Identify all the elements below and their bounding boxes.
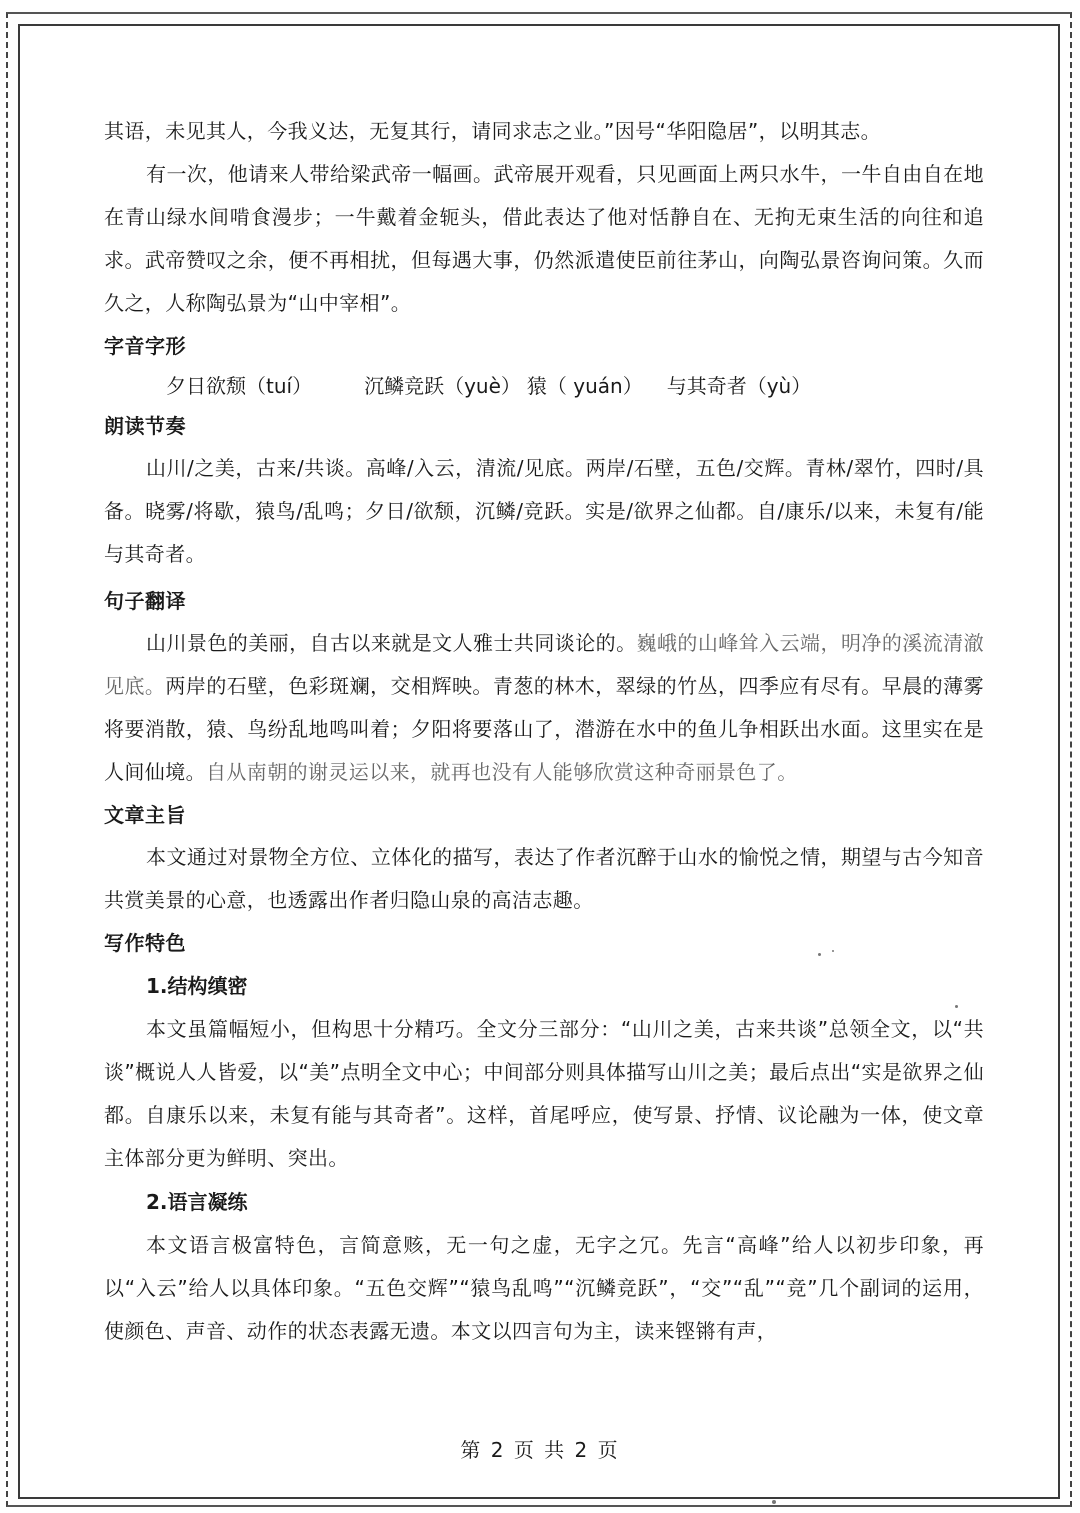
translation-sentence: 两岸的石壁，色彩斑斓，交相辉映。青葱的林木，翠绿的竹丛，四季应有尽有。早晨的薄雾将要消散，猿、鸟纷乱地鸣叫着；夕阳将要落山了，潜游在水中的鱼儿争相跃出水面。这里实在是人间仙境。 (104, 674, 985, 784)
scan-speck (818, 953, 821, 956)
feature-language-title: 2.语言凝练 (146, 1190, 248, 1214)
pronunciation-list (104, 367, 984, 405)
page-number-footer: 第 2 页 共 2 页 (460, 1438, 620, 1462)
pronunciation-item: 沉鳞竞跃（yuè） (364, 374, 521, 398)
scan-speck (955, 1005, 958, 1008)
translation-heading: 句子翻译 (104, 589, 186, 613)
intro-paragraph-story: 有一次，他请来人带给梁武帝一幅画。武帝展开观看，只见画面上两只水牛，一牛自由自在地在青山绿水间啃食漫步；一牛戴着金轭头，借此表达了他对恬静自在、无拘无束生活的向往和追求。武帝赞叹之余，便不再相扰，但每遇大事，仍然派遣使臣前往茅山，向陶弘景咨询问策。久而久之，人称陶弘景为“山中宰相”。 (104, 162, 984, 315)
pronunciation-item: 猿（ yuán） (526, 374, 643, 398)
pronunciation-item: 夕日欲颓（tuí） (166, 374, 313, 398)
scan-speck (832, 950, 834, 952)
translation-sentence: 自从南朝的谢灵运以来，就再也没有人能够欣赏这种奇丽景色了。 (206, 760, 798, 784)
translation-sentence: 山川景色的美丽，自古以来就是文人雅士共同谈论的。 (146, 631, 637, 655)
translation-text (104, 622, 984, 794)
rhythm-heading: 朗读节奏 (104, 414, 186, 438)
theme-text: 本文通过对景物全方位、立体化的描写，表达了作者沉醉于山水的愉悦之情，期望与古今知音共赏美景的心意，也透露出作者归隐山泉的高洁志趣。 (104, 845, 984, 912)
theme-heading: 文章主旨 (104, 803, 186, 827)
feature-language-text: 本文语言极富特色，言简意赅，无一句之虚，无字之冗。先言“高峰”给人以初步印象，再以“入云”给人以具体印象。“五色交辉”“猿鸟乱鸣”“沉鳞竞跃”，“交”“乱”“竞”几个副词的运用，使颜色、声音、动作的状态表露无遗。本文以四言句为主，读来铿锵有声， (104, 1233, 984, 1343)
feature-structure-text: 本文虽篇幅短小，但构思十分精巧。全文分三部分：“山川之美，古来共谈”总领全文，以“共谈”概说人人皆爱，以“美”点明全文中心；中间部分则具体描写山川之美；最后点出“实是欲界之仙都。自康乐以来，未复有能与其奇者”。这样，首尾呼应，使写景、抒情、议论融为一体，使文章主体部分更为鲜明、突出。 (104, 1017, 984, 1170)
pronunciation-heading: 字音字形 (104, 334, 186, 358)
features-heading: 写作特色 (104, 931, 186, 955)
scan-speck (772, 1500, 776, 1504)
translation-sentence: 巍峨的山峰耸入云端，明净的溪流清澈见底。 (104, 631, 984, 698)
feature-structure-title: 1.结构缜密 (146, 974, 248, 998)
document-page (104, 110, 984, 1353)
intro-paragraph-continued: 其语，未见其人，今我义达，无复其行，请同求志之业。”因号“华阳隐居”，以明其志。 (104, 119, 882, 143)
rhythm-text: 山川/之美，古来/共谈。高峰/入云，清流/见底。两岸/石壁，五色/交辉。青林/翠竹，四时/具备。晓雾/将歇，猿鸟/乱鸣；夕日/欲颓，沉鳞/竞跃。实是/欲界之仙都。自/康乐/以来，未复有/能与其奇者。 (104, 456, 984, 566)
pronunciation-item: 与其奇者（yù） (666, 374, 812, 398)
